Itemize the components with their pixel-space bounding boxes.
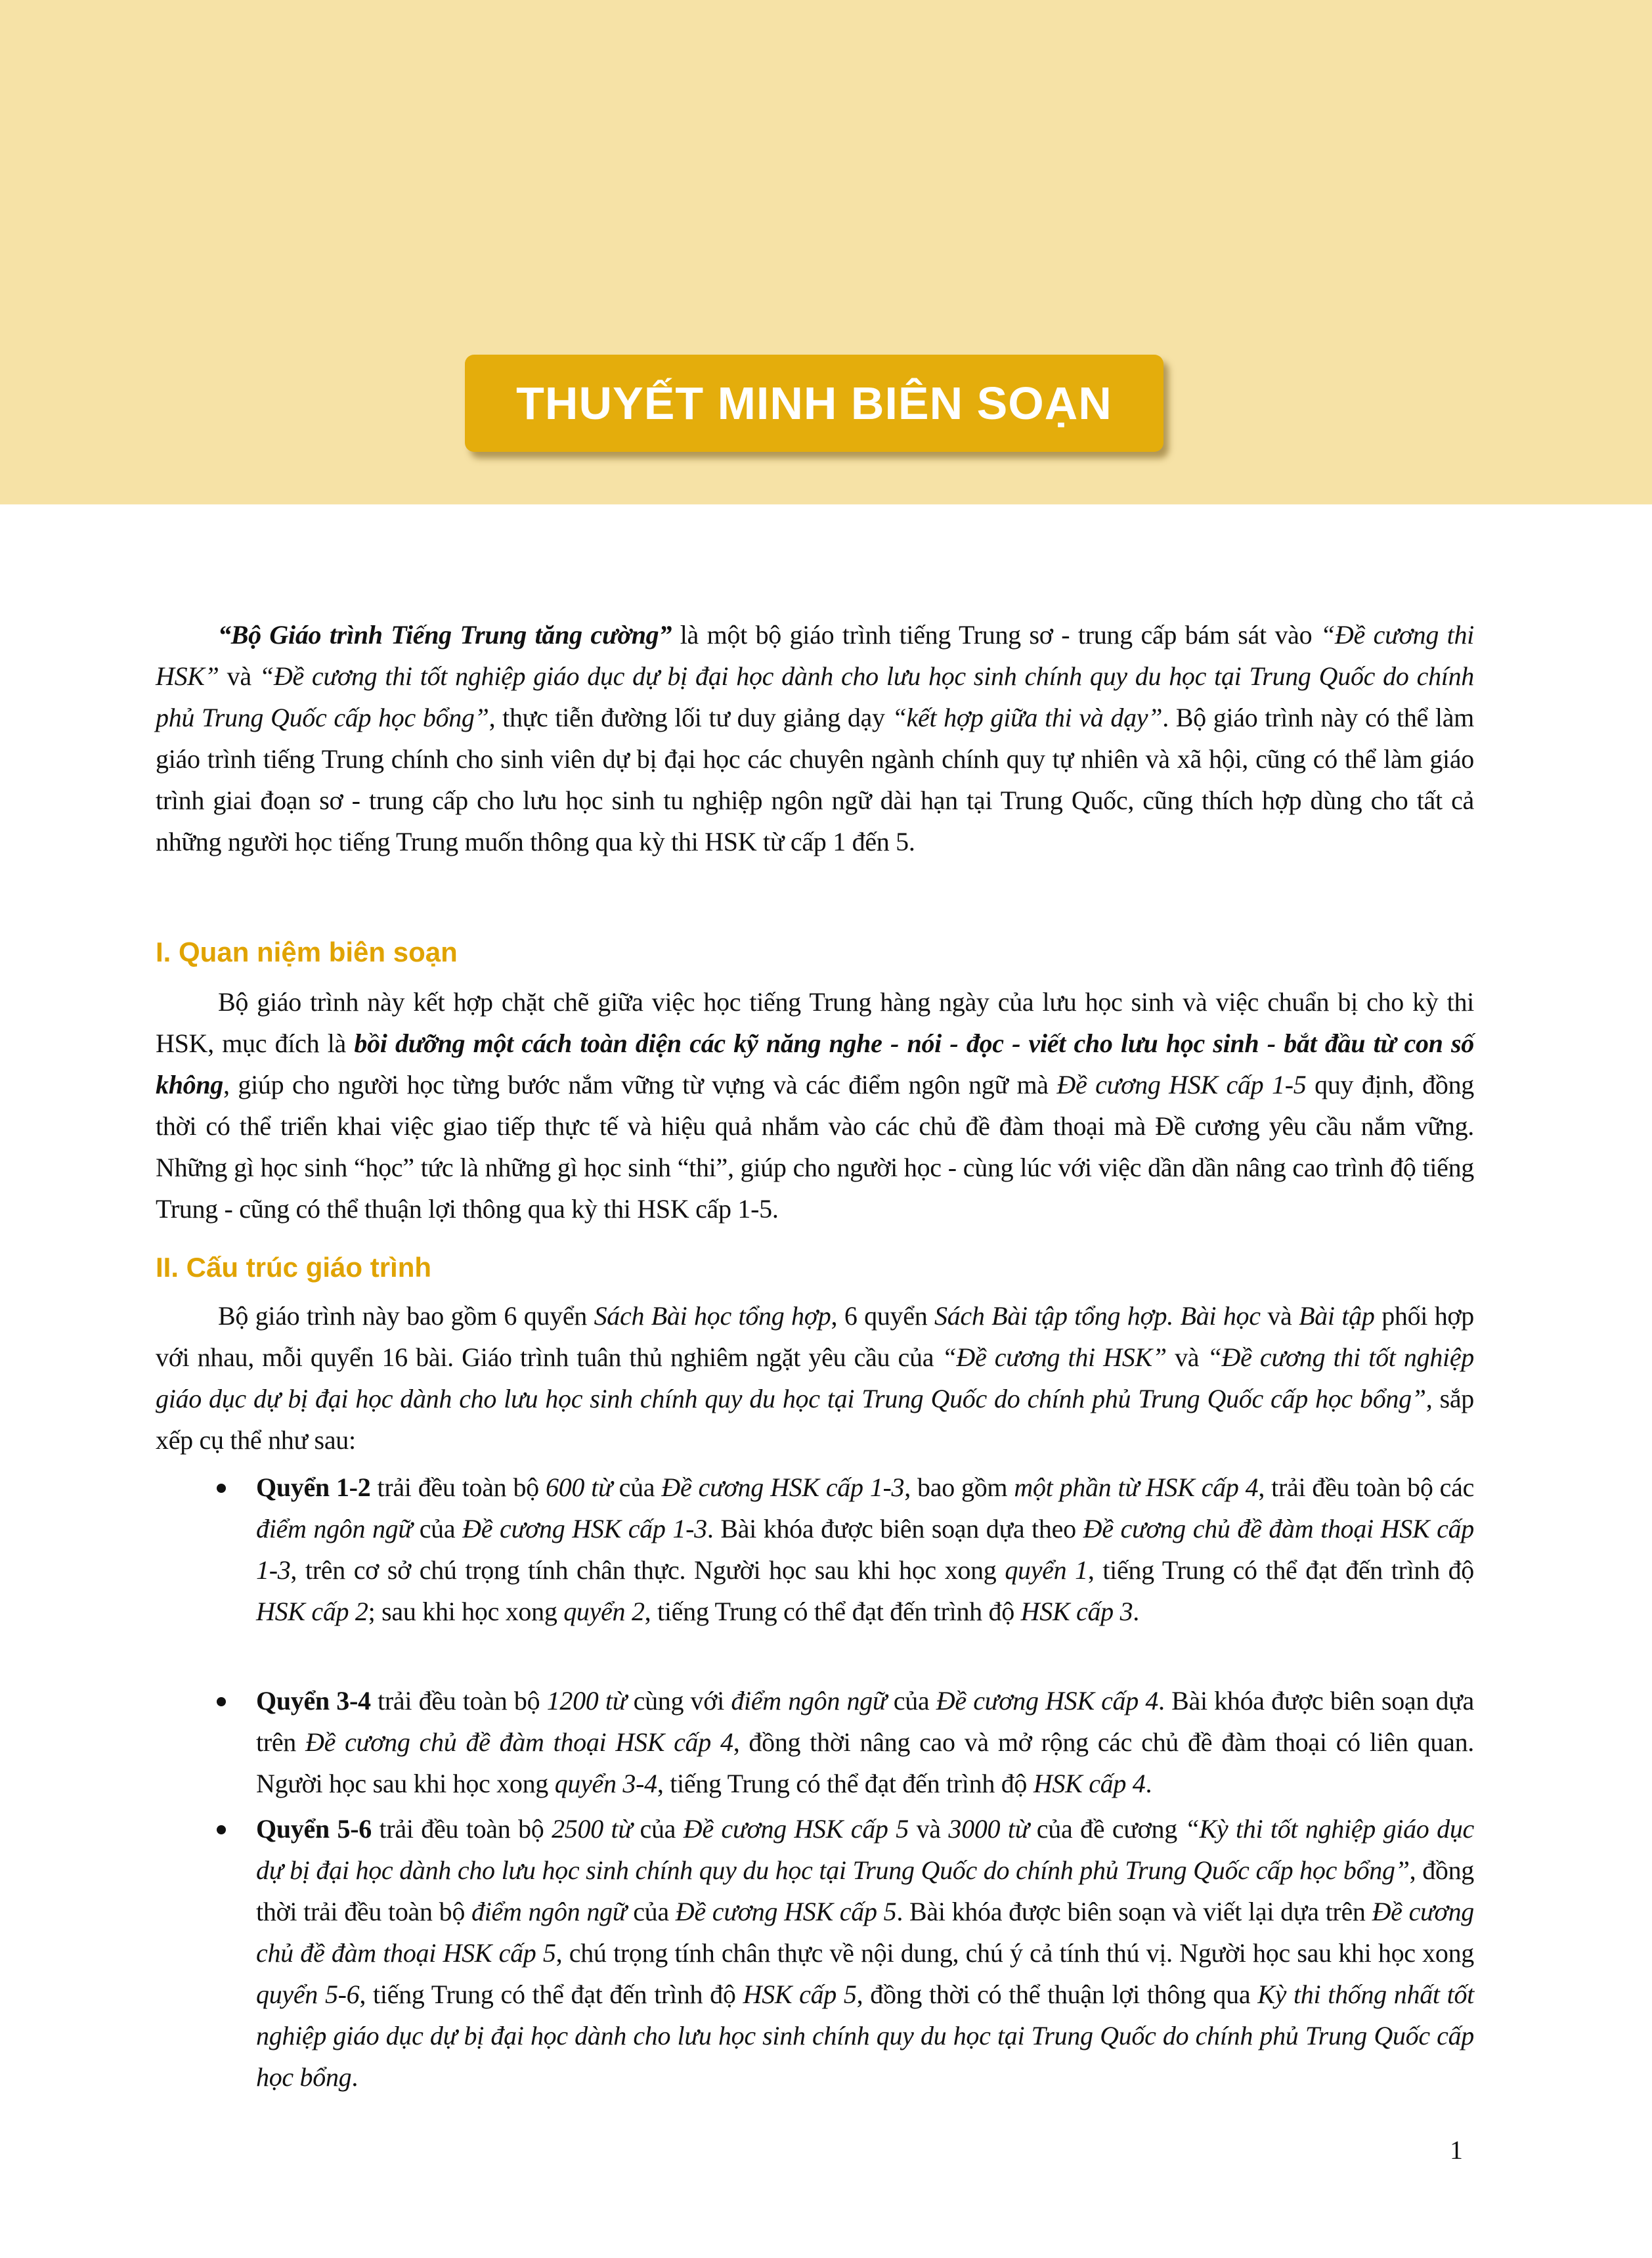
page-title: THUYẾT MINH BIÊN SOẠN	[516, 378, 1112, 429]
text-run: và	[908, 1814, 949, 1844]
text-run: phối hợp với nhau, mỗi quyển 16 bài. Giáo trình tuân thủ nghiêm ngặt yêu cầu của	[156, 1301, 1474, 1372]
text-run: , bao gồm	[904, 1472, 1014, 1502]
emphasis-run: 1200 từ	[546, 1686, 627, 1716]
emphasis-run: Đề cương HSK cấp 1-3	[661, 1472, 905, 1502]
text-run: ; sau khi học xong	[368, 1597, 564, 1626]
emphasis-run: “Đề cương thi HSK”	[942, 1342, 1167, 1372]
text-run: , tiếng Trung có thể đạt đến trình độ	[359, 1980, 743, 2009]
text-run: của	[886, 1686, 936, 1716]
emphasis-run: “Bộ Giáo trình Tiếng Trung tăng cường”	[218, 620, 672, 650]
emphasis-run: Đề cương HSK cấp 5	[683, 1814, 909, 1844]
emphasis-run: bồi dưỡng một cách toàn diện các kỹ năng nghe - nói - đọc - viết cho lưu học sinh - bắt đầu từ con số không	[156, 1029, 1474, 1099]
emphasis-run: 3000 từ	[948, 1814, 1030, 1844]
text-run: . Bài khóa được biên soạn dựa theo	[706, 1514, 1083, 1543]
text-run: và	[219, 661, 259, 691]
emphasis-run: quyển 2	[563, 1597, 645, 1626]
bullet-item	[256, 1808, 1474, 2098]
emphasis-run: 2500 từ	[552, 1814, 632, 1844]
text-run: , trên cơ sở chú trọng tính chân thực. Người học sau khi học xong	[290, 1555, 1005, 1585]
emphasis-run: Đề cương HSK cấp 1-3	[462, 1514, 707, 1543]
emphasis-run: HSK cấp 5	[743, 1980, 857, 2009]
text-run: , đồng thời có thể thuận lợi thông qua	[856, 1980, 1258, 2009]
emphasis-run: điểm ngôn ngữ	[731, 1686, 887, 1716]
text-run: .	[351, 2062, 359, 2092]
section-heading-2: II. Cấu trúc giáo trình	[156, 1252, 432, 1283]
emphasis-run: một phần từ HSK cấp 4	[1014, 1472, 1259, 1502]
emphasis-run: Bài tập	[1299, 1301, 1375, 1331]
text-run: , sắp xếp cụ thể như sau:	[156, 1384, 1474, 1455]
bullet-icon	[217, 1484, 226, 1493]
section2-paragraph	[156, 1295, 1474, 1461]
emphasis-run: “kết hợp giữa thi và dạy”	[892, 703, 1163, 732]
text-run: .	[1145, 1769, 1152, 1798]
emphasis-run: HSK cấp 2	[256, 1597, 368, 1626]
bullet-icon	[217, 1825, 226, 1834]
page-number: 1	[1450, 2135, 1463, 2165]
emphasis-run: 600 từ	[546, 1472, 613, 1502]
text-run: là một bộ giáo trình tiếng Trung sơ - trung cấp bám sát vào	[672, 620, 1320, 650]
intro-paragraph	[156, 614, 1474, 862]
text-run: trải đều toàn bộ	[370, 1472, 546, 1502]
emphasis-run: quyển 1	[1005, 1555, 1088, 1585]
emphasis-run: “Đề cương thi tốt nghiệp giáo dục dự bị đại học dành cho lưu học sinh chính quy du học tại Trung Quốc do chính phủ Trung Quốc cấp học bổng”	[156, 1342, 1474, 1413]
text-run: , chú trọng tính chân thực về nội dung, chú ý cả tính thú vị. Người học sau khi học xong	[555, 1938, 1474, 1968]
text-run: trải đều toàn bộ	[370, 1686, 547, 1716]
emphasis-run: Đề cương HSK cấp 1-5	[1056, 1070, 1307, 1099]
bullet-text	[256, 1472, 1474, 1626]
emphasis-run: Đề cương chủ đề đàm thoại HSK cấp 4	[305, 1727, 733, 1757]
page-title-banner	[465, 355, 1163, 452]
text-run: của	[632, 1814, 684, 1844]
text-run: quy định, đồng thời có thể triển khai việc giao tiếp thực tế và hiệu quả nhắm vào các chủ đề đàm thoại mà Đề cương yêu cầu nắm vững. Những gì học sinh “học” tức là những gì học sinh “thi”, giúp cho người học - cùng lúc với việc dần dần nâng cao trình độ tiếng Trung - cũng có thể thuận lợi thông qua kỳ thi HSK cấp 1-5.	[156, 1070, 1474, 1224]
emphasis-run: “Kỳ thi tốt nghiệp giáo dục dự bị đại học dành cho lưu học sinh chính quy du học tại Trung Quốc do chính phủ Trung Quốc cấp học bổng”	[256, 1814, 1474, 1885]
section-heading-1: I. Quan niệm biên soạn	[156, 937, 458, 967]
text-run: , giúp cho người học từng bước nắm vững từ vựng và các điểm ngôn ngữ mà	[223, 1070, 1057, 1099]
text-run: , đồng thời trải đều toàn bộ	[256, 1855, 1474, 1926]
emphasis-run: Đề cương HSK cấp 4	[936, 1686, 1159, 1716]
emphasis-run: Đề cương chủ đề đàm thoại HSK cấp 1-3	[256, 1514, 1475, 1585]
text-run: cùng với	[626, 1686, 731, 1716]
bullet-item	[256, 1680, 1474, 1804]
bullet-text	[256, 1686, 1474, 1798]
text-run: của đề cương	[1029, 1814, 1185, 1844]
bullet-item	[256, 1467, 1474, 1632]
emphasis-run: điểm ngôn ngữ	[256, 1514, 412, 1543]
emphasis-run: “Đề cương thi HSK”	[156, 620, 1474, 691]
text-run: và	[1260, 1301, 1299, 1331]
text-run: . Bài khóa được biên soạn dựa trên	[256, 1686, 1475, 1757]
emphasis-run: HSK cấp 3	[1020, 1597, 1133, 1626]
text-run: , thực tiễn đường lối tư duy giảng dạy	[489, 703, 892, 732]
emphasis-run: Quyển 1-2	[256, 1472, 371, 1502]
text-run: của	[412, 1514, 463, 1543]
bullet-text	[256, 1814, 1474, 2092]
emphasis-run: Sách Bài học tổng hợp	[594, 1301, 831, 1331]
emphasis-run: Đề cương chủ đề đàm thoại HSK cấp 5	[256, 1897, 1474, 1968]
emphasis-run: Kỳ thi thống nhất tốt nghiệp giáo dục dự bị đại học dành cho lưu học sinh chính quy du học tại Trung Quốc do chính phủ Trung Quốc cấp học bổng	[256, 1980, 1474, 2092]
emphasis-run: quyển 5-6	[256, 1980, 360, 2009]
text-run: Bộ giáo trình này kết hợp chặt chẽ giữa việc học tiếng Trung hàng ngày của lưu học sinh và việc chuẩn bị cho kỳ thi HSK, mục đích là	[156, 987, 1474, 1058]
text-run: trải đều toàn bộ	[371, 1814, 552, 1844]
text-run: .	[1133, 1597, 1139, 1626]
bullet-icon	[217, 1697, 226, 1706]
emphasis-run: “Đề cương thi tốt nghiệp giáo dục dự bị đại học dành cho lưu học sinh chính quy du học tại Trung Quốc do chính phủ Trung Quốc cấp học bổng”	[156, 661, 1474, 732]
text-run: và	[1166, 1342, 1207, 1372]
text-run: , tiếng Trung có thể đạt đến trình độ	[1087, 1555, 1475, 1585]
text-run: . Bài khóa được biên soạn và viết lại dựa trên	[896, 1897, 1372, 1926]
text-run: Bộ giáo trình này bao gồm 6 quyển	[218, 1301, 594, 1331]
emphasis-run: quyển 3-4	[554, 1769, 657, 1798]
emphasis-run: HSK cấp 4	[1033, 1769, 1146, 1798]
emphasis-run: Đề cương HSK cấp 5	[675, 1897, 897, 1926]
emphasis-run: Quyển 3-4	[256, 1686, 371, 1716]
emphasis-run: Quyển 5-6	[256, 1814, 372, 1844]
text-run: , tiếng Trung có thể đạt đến trình độ	[657, 1769, 1033, 1798]
text-run: , tiếng Trung có thể đạt đến trình độ	[644, 1597, 1021, 1626]
section1-paragraph	[156, 981, 1474, 1229]
text-run: , trải đều toàn bộ các	[1258, 1472, 1475, 1502]
text-run: , đồng thời nâng cao và mở rộng các chủ đề đàm thoại có liên quan. Người học sau khi học xong	[256, 1727, 1474, 1798]
emphasis-run: Sách Bài tập tổng hợp. Bài học	[934, 1301, 1261, 1331]
emphasis-run: điểm ngôn ngữ	[471, 1897, 627, 1926]
text-run: của	[612, 1472, 662, 1502]
text-run: , 6 quyển	[831, 1301, 935, 1331]
text-run: của	[626, 1897, 676, 1926]
text-run: . Bộ giáo trình này có thể làm giáo trình tiếng Trung chính cho sinh viên dự bị đại học các chuyên ngành chính quy tự nhiên và xã hội, cũng có thể làm giáo trình giai đoạn sơ - trung cấp cho lưu học sinh tu nghiệp ngôn ngữ dài hạn tại Trung Quốc, cũng thích hợp dùng cho tất cả những người học tiếng Trung muốn thông qua kỳ thi HSK từ cấp 1 đến 5.	[156, 703, 1474, 856]
